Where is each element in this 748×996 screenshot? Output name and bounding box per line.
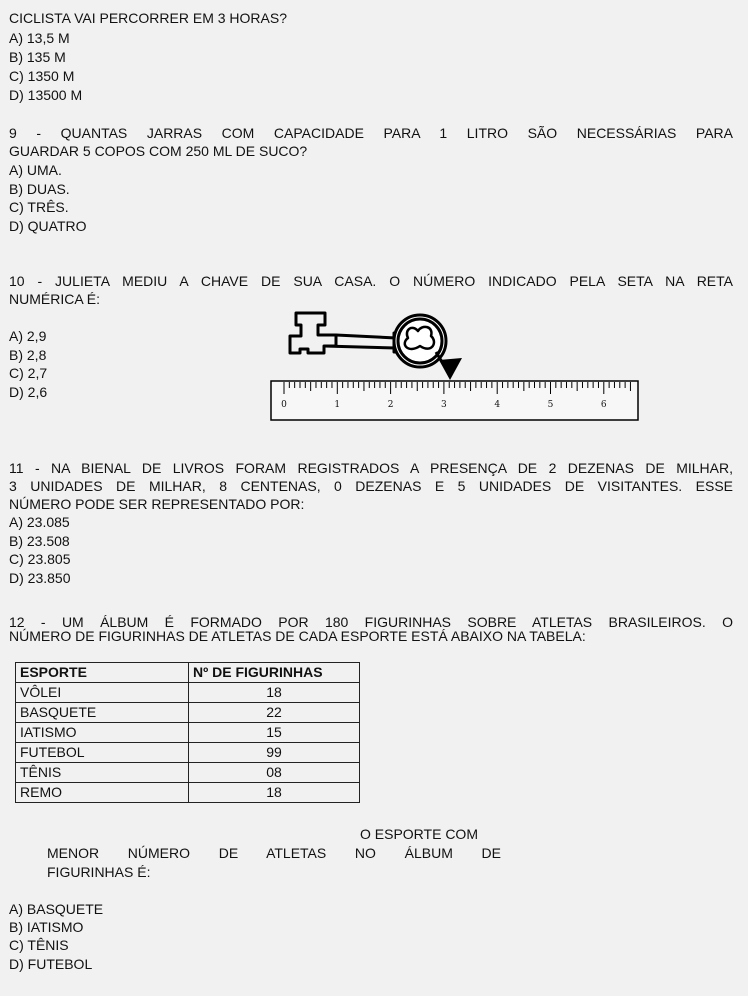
table-row [16,763,360,783]
ruler-label: 0 [281,400,287,410]
q12-option-d[interactable]: D) FUTEBOL [9,956,93,972]
q10-option-c[interactable]: C) 2,7 [9,365,48,381]
key-icon [290,313,446,367]
q12-option-b[interactable]: B) IATISMO [9,919,84,935]
table-cell-count: 08 [189,763,360,783]
figurinhas-table [15,662,360,803]
table-row [16,743,360,763]
table-cell-sport: REMO [16,783,189,803]
q10-option-b[interactable]: B) 2,8 [9,347,47,363]
q11-option-b[interactable]: B) 23.508 [9,533,70,549]
table-cell-count: 15 [189,723,360,743]
q8-option-a[interactable]: A) 13,5 M [9,30,70,46]
table-cell-count: 18 [189,683,360,703]
q11-question-line-3: NÚMERO PODE SER REPRESENTADO POR: [9,496,305,512]
table-cell-sport: BASQUETE [16,703,189,723]
table-cell-count: 18 [189,783,360,803]
q11-option-a[interactable]: A) 23.085 [9,514,70,530]
ruler-label: 6 [600,400,607,410]
q9-option-c[interactable]: C) TRÊS. [9,199,69,215]
q12-question-line-1: 12 - UM ÁLBUM É FORMADO POR 180 FIGURINHAS SOBRE ATLETAS BRASILEIROS. O [9,614,733,630]
table-row [16,723,360,743]
q11-question-line-2: 3 UNIDADES DE MILHAR, 8 CENTENAS, 0 DEZENAS E 5 UNIDADES DE VISITANTES. ESSE [9,478,733,494]
q9-option-a[interactable]: A) UMA. [9,162,62,178]
q9-question-line-2: GUARDAR 5 COPOS COM 250 ML DE SUCO? [9,143,308,159]
q11-option-d[interactable]: D) 23.850 [9,570,71,586]
q9-option-b[interactable]: B) DUAS. [9,181,70,197]
ruler-label: 5 [547,400,554,410]
table-cell-count: 99 [189,743,360,763]
table-cell-sport: VÔLEI [16,683,189,703]
q12-question-line-2: NÚMERO DE FIGURINHAS DE ATLETAS DE CADA ESPORTE ESTÁ ABAIXO NA TABELA: [9,628,586,644]
table-header-row [16,663,360,683]
arrow-pointer-icon [436,352,462,380]
q11-option-c[interactable]: C) 23.805 [9,551,71,567]
q12-option-a[interactable]: A) BASQUETE [9,901,104,917]
table-cell-sport: TÊNIS [16,763,189,783]
q10-question-line-1: 10 - JULIETA MEDIU A CHAVE DE SUA CASA. O NÚMERO INDICADO PELA SETA NA RETA [9,273,733,289]
q10-option-a[interactable]: A) 2,9 [9,328,47,344]
table-cell-sport: FUTEBOL [16,743,189,763]
ruler-label: 1 [334,400,341,410]
q12-prompt-line-3: FIGURINHAS É: [47,864,151,880]
ruler-label: 3 [441,400,447,410]
q10-question-line-2: NUMÉRICA É: [9,291,101,307]
q10-option-d[interactable]: D) 2,6 [9,384,48,400]
q8-question-tail: CICLISTA VAI PERCORRER EM 3 HORAS? [9,10,287,26]
q12-option-c[interactable]: C) TÊNIS [9,937,69,953]
table-cell-count: 22 [189,703,360,723]
q9-question-line-1: 9 - QUANTAS JARRAS COM CAPACIDADE PARA 1 LITRO SÃO NECESSÁRIAS PARA [9,125,733,141]
q8-option-b[interactable]: B) 135 M [9,49,66,65]
table-header-esporte: ESPORTE [16,663,189,683]
q11-question-line-1: 11 - NA BIENAL DE LIVROS FORAM REGISTRADOS A PRESENÇA DE 2 DEZENAS DE MILHAR, [9,460,733,476]
q12-prompt-line-1: O ESPORTE COM [360,826,478,842]
table-row [16,783,360,803]
table-cell-sport: IATISMO [16,723,189,743]
table-row [16,703,360,723]
q8-option-c[interactable]: C) 1350 M [9,68,75,84]
q12-prompt-line-2: MENOR NÚMERO DE ATLETAS NO ÁLBUM DE [47,845,501,861]
table-header-figurinhas: Nº DE FIGURINHAS [189,663,360,683]
q8-option-d[interactable]: D) 13500 M [9,87,83,103]
ruler-label: 4 [494,400,501,410]
table-row [16,683,360,703]
ruler-label: 2 [387,400,394,410]
q9-option-d[interactable]: D) QUATRO [9,218,87,234]
key-ruler-illustration [268,300,644,425]
